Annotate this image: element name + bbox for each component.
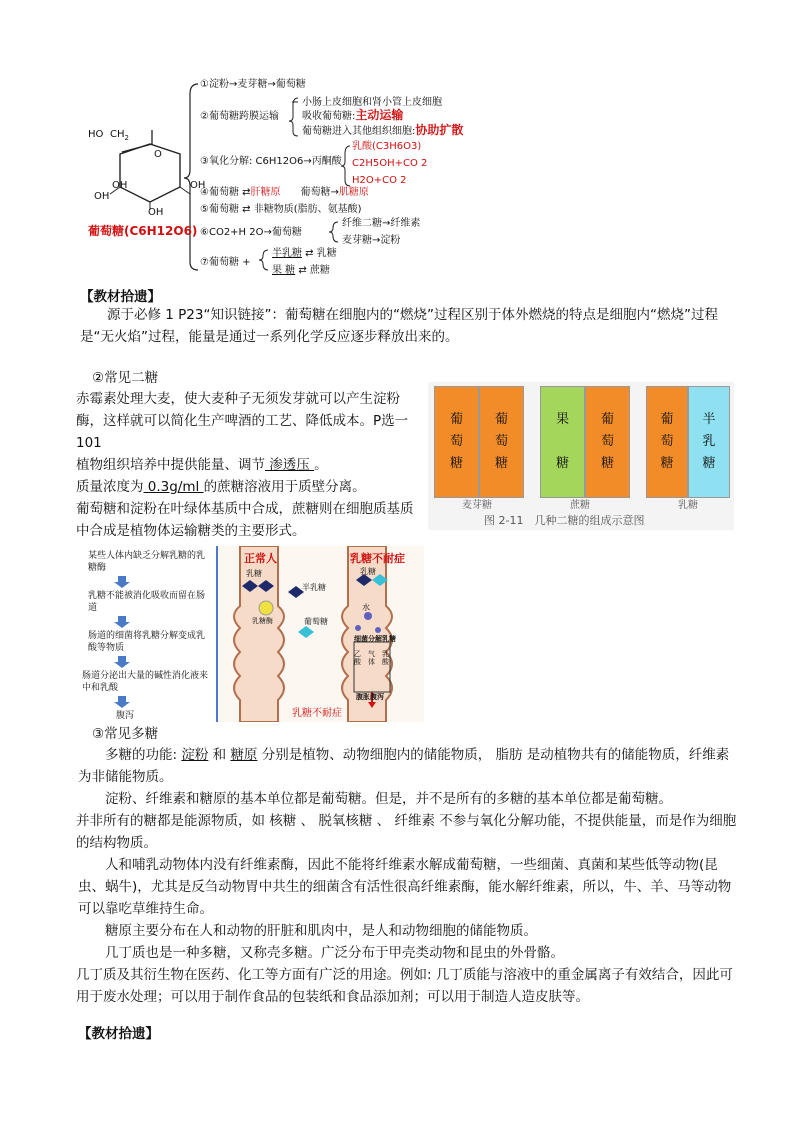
structure-ring-oxygen: O [154, 149, 162, 160]
polysaccharide-para-6: 几丁质也是一种多糖，又称壳多糖。广泛分布于甲壳类动物和昆虫的外骨骼。 [105, 945, 564, 961]
pathway-item-2b: 吸收葡萄糖:主动运输 [302, 108, 404, 122]
lactose-label: 乳糖 [678, 500, 698, 511]
sucrose-right-bar: 葡 萄 糖 [585, 386, 630, 498]
flow-arrow-4 [114, 696, 130, 708]
flow-step-4: 肠道分泌出大量的碱性消化液来中和乳酸 [82, 671, 209, 693]
figure-disaccharides [428, 382, 734, 530]
bacteria-label: 细菌分解乳糖 [354, 635, 396, 643]
disaccharide-line-3: 质量浓度为 0.3g/ml 的蔗糖溶液用于质壁分离。 [76, 479, 366, 495]
flow-step-5: 腹泻 [116, 711, 135, 721]
intolerant-label: 乳糖不耐症 [350, 552, 405, 565]
structure-oh-right: OH [190, 180, 206, 191]
lactose-left-bar: 葡 萄 糖 [646, 386, 688, 498]
lactose-diagram [646, 386, 730, 498]
lactose-molecule-label: 乳糖 [246, 569, 262, 578]
figure-caption: 图 2-11 几种二糖的组成示意图 [484, 514, 645, 527]
pathway-item-3b: C2H5OH+CO 2 [352, 158, 428, 169]
pathway-item-3a: 乳酸(C3H6O3) [352, 141, 422, 152]
polysaccharide-para-2: 淀粉、纤维素和糖原的基本单位都是葡萄糖。但是，并不是所有的多糖的基本单位都是葡萄糖。 [105, 791, 672, 807]
pathway-item-5: ⑤葡萄糖 ⇄ 非糖物质(脂肪、氨基酸) [200, 204, 362, 215]
disaccharide-line-1: 赤霉素处理大麦，使大麦种子无须发芽就可以产生淀粉酶，这样就可以简化生产啤酒的工艺、降低成本。P选一101 [76, 391, 409, 451]
pathway-item-7b: 果 糖 ⇄ 蔗糖 [272, 265, 330, 276]
disaccharide-text [76, 388, 422, 542]
sucrose-diagram [540, 386, 630, 498]
glucose-diagram [80, 72, 500, 282]
gas-label-1: 乙酸 [354, 650, 361, 666]
disaccharide-line-4: 葡萄糖和淀粉在叶绿体基质中合成，蔗糖则在细胞质基质中合成是植物体运输糖类的主要形式。 [76, 501, 414, 539]
maltose-label: 麦芽糖 [462, 500, 492, 511]
maltose-right-bar: 葡 萄 糖 [479, 386, 524, 498]
glucose-formula-label: 葡萄糖(C6H12O6) [88, 224, 198, 238]
lactose-intolerance-figure [78, 546, 424, 722]
maltose-left-bar: 葡 萄 糖 [434, 386, 479, 498]
polysaccharide-title: ③常见多糖 [92, 726, 159, 742]
section-title-2: 【教材拾遗】 [78, 1026, 159, 1042]
diarrhea-label: 腹胀腹泻 [356, 693, 384, 701]
polysaccharide-para-1: 多糖的功能: 淀粉 和 糖原 分别是植物、动物细胞内的储能物质， 脂肪 是动植物共有的储能物质，纤维素 为非储能物质。 [78, 747, 730, 785]
lactose-right-bar: 半 乳 糖 [688, 386, 730, 498]
section-title-1: 【教材拾遗】 [80, 289, 161, 305]
pathway-item-6b: 麦芽糖→淀粉 [342, 235, 401, 246]
pathway-item-2a: 小肠上皮细胞和肾小管上皮细胞 [302, 97, 442, 108]
flow-step-2: 乳糖不能被消化吸收而留在肠道 [88, 591, 206, 613]
flow-step-3: 肠道的细菌将乳糖分解变成乳酸等物质 [88, 631, 206, 653]
flow-arrow-1 [114, 576, 130, 588]
polysaccharide-para-4: 人和哺乳动物体内没有纤维素酶，因此不能将纤维素水解成葡萄糖，一些细菌、真菌和某些低等动物(昆虫、蜗牛)，尤其是反刍动物胃中共生的细菌含有活性很高纤维素酶，能水解纤维素，所以，牛、羊、马等动物可以靠吃草维持生命。 [78, 857, 732, 917]
pathway-item-4: ④葡萄糖 ⇄肝糖原 葡萄糖→肌糖原 [200, 187, 369, 198]
flow-arrow-3 [114, 656, 130, 668]
galactose-label: 半乳糖 [302, 583, 326, 592]
structure-oh-left: OH [94, 191, 110, 202]
structure-oh-center: OH [112, 180, 128, 191]
pathway-item-7a: 半乳糖 ⇄ 乳糖 [272, 248, 337, 259]
water-label: 水 [362, 603, 370, 612]
pathway-item-2c: 葡萄糖进入其他组织细胞:协助扩散 [302, 123, 464, 137]
structure-ch2-label: $CH_2$ [110, 129, 129, 142]
polysaccharide-para-3: 并非所有的糖都是能源物质，如 核糖 、 脱氧核糖 、 纤维素 不参与氧化分解功能，不提供能量，而是作为细胞的结构物质。 [76, 813, 737, 851]
flow-arrow-2 [114, 616, 130, 628]
bottom-intolerance-label: 乳糖不耐症 [292, 708, 342, 719]
lactose-molecule-label-2: 乳糖 [360, 567, 376, 576]
pathway-item-3c: H2O+CO 2 [352, 175, 407, 186]
structure-oh-bottom: OH [148, 207, 164, 218]
flow-arrows [78, 546, 214, 722]
maltose-diagram [434, 386, 524, 498]
pathway-item-7: ⑦葡萄糖 + [200, 257, 251, 268]
disaccharide-title: ②常见二糖 [92, 370, 159, 386]
sucrose-left-bar: 果 糖 [540, 386, 585, 498]
glucose-label: 葡萄糖 [304, 617, 328, 626]
structure-ho-label: HO [88, 129, 104, 140]
flow-step-1: 某些人体内缺乏分解乳糖的乳糖酶 [88, 551, 206, 573]
lactase-label: 乳糖酶 [252, 617, 273, 625]
normal-person-label: 正常人 [244, 552, 277, 565]
polysaccharide-para-7: 几丁质及其衍生物在医药、化工等方面有广泛的用途。例如: 几丁质能与溶液中的重金属离子有效结合，因此可用于废水处理；可以用于制作食品的包装纸和食品添加剂；可以用于制造人造皮肤等。 [76, 967, 733, 1005]
pathway-item-6a: 纤维二糖→纤维素 [342, 218, 421, 229]
lactose-flowchart [78, 546, 214, 722]
polysaccharide-para-5: 糖原主要分布在人和动物的肝脏和肌肉中，是人和动物细胞的储能物质。 [105, 923, 537, 939]
gas-label-2: 气体 [368, 650, 375, 666]
pathway-item-2: ②葡萄糖跨膜运输 [200, 111, 279, 122]
pathway-item-1: ①淀粉→麦芽糖→葡萄糖 [200, 79, 306, 90]
gas-label-3: 乳酸 [382, 650, 389, 666]
disaccharide-line-2: 植物组织培养中提供能量、调节 渗透压 。 [76, 457, 328, 473]
pathway-item-3: ③氧化分解: C6H12O6→丙酮酸 [200, 156, 342, 167]
pathway-item-6: ⑥CO2+H 2O→葡萄糖 [200, 227, 302, 238]
paragraph-combustion: 源于必修 1 P23“知识链接”：葡萄糖在细胞内的“燃烧”过程区别于体外燃烧的特点是细胞内“燃烧”过程是“无火焰”过程，能量是通过一系列化学反应逐步释放出来的。 [80, 307, 718, 345]
sucrose-label: 蔗糖 [570, 500, 590, 511]
